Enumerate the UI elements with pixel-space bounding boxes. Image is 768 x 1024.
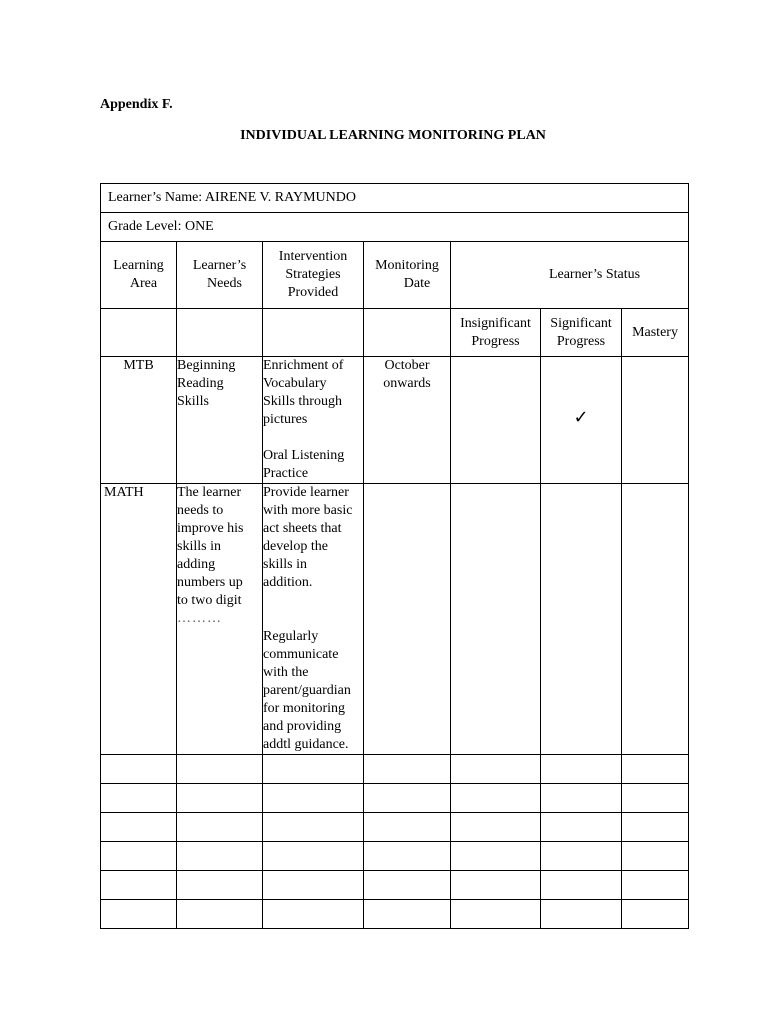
empty-cell (622, 900, 689, 929)
empty-cell (622, 784, 689, 813)
empty-cell (177, 900, 263, 929)
appendix-label: Appendix F. (100, 97, 173, 112)
empty-cell (622, 813, 689, 842)
header-intervention: Intervention Strategies Provided (263, 242, 364, 309)
learning-area-cell: MTB (101, 357, 177, 484)
empty-cell (177, 755, 263, 784)
header-learning-area: Learning Area (101, 242, 177, 309)
empty-cell (541, 900, 622, 929)
empty-cell (541, 842, 622, 871)
empty-cell (451, 813, 541, 842)
empty-cell (364, 784, 451, 813)
empty-cell (101, 309, 177, 357)
empty-cell (451, 842, 541, 871)
blank-table-row (101, 842, 689, 871)
page-title: INDIVIDUAL LEARNING MONITORING PLAN (240, 128, 546, 143)
learners-needs-cell: Beginning Reading Skills (177, 357, 263, 484)
empty-cell (263, 813, 364, 842)
header-row (101, 242, 689, 309)
empty-cell (101, 871, 177, 900)
empty-cell (263, 871, 364, 900)
empty-cell (364, 813, 451, 842)
empty-cell (541, 813, 622, 842)
empty-cell (622, 842, 689, 871)
header-learners-status: Learner’s Status (451, 242, 689, 309)
monitoring-date-cell: October onwards (364, 357, 451, 484)
mastery-cell (622, 357, 689, 484)
checkmark-icon: ✓ (573, 407, 589, 428)
empty-cell (177, 784, 263, 813)
header-insignificant-progress: Insignificant Progress (451, 309, 541, 357)
empty-cell (177, 309, 263, 357)
learner-name-cell: Learner’s Name: AIRENE V. RAYMUNDO (101, 184, 689, 213)
learning-area-cell: MATH (101, 484, 177, 755)
header-monitoring-date: Monitoring Date (364, 242, 451, 309)
table-row (101, 357, 689, 484)
empty-cell (101, 784, 177, 813)
empty-cell (622, 871, 689, 900)
empty-cell (622, 755, 689, 784)
empty-cell (451, 900, 541, 929)
empty-cell (364, 871, 451, 900)
insignificant-progress-cell (451, 357, 541, 484)
header-significant-progress: Significant Progress (541, 309, 622, 357)
empty-cell (451, 755, 541, 784)
empty-cell (101, 755, 177, 784)
intervention-cell: Enrichment of Vocabulary Skills through pictures Oral Listening Practice (263, 357, 364, 484)
ellipsis-dots: ……… (177, 611, 222, 626)
mastery-cell (622, 484, 689, 755)
intervention-cell: Provide learner with more basic act sheets that develop the skills in addition. Regularly communicate with the parent/guardian for monitoring and providing addtl guidance. (263, 484, 364, 755)
empty-cell (541, 784, 622, 813)
header-learners-needs: Learner’s Needs (177, 242, 263, 309)
empty-cell (364, 755, 451, 784)
significant-progress-cell (541, 357, 622, 484)
insignificant-progress-cell (451, 484, 541, 755)
blank-table-row (101, 871, 689, 900)
empty-cell (101, 842, 177, 871)
table-row (101, 484, 689, 755)
empty-cell (364, 842, 451, 871)
empty-cell (451, 871, 541, 900)
blank-table-row (101, 784, 689, 813)
empty-cell (364, 309, 451, 357)
empty-cell (177, 871, 263, 900)
empty-cell (263, 784, 364, 813)
empty-cell (541, 871, 622, 900)
empty-cell (177, 842, 263, 871)
empty-cell (364, 900, 451, 929)
blank-table-row (101, 813, 689, 842)
blank-table-row (101, 900, 689, 929)
grade-level-cell: Grade Level: ONE (101, 213, 689, 242)
blank-table-row (101, 755, 689, 784)
empty-cell (451, 784, 541, 813)
empty-cell (101, 900, 177, 929)
significant-progress-cell (541, 484, 622, 755)
learners-needs-cell: The learner needs to improve his skills in adding numbers up to two digit ……… (177, 484, 263, 755)
empty-cell (177, 813, 263, 842)
empty-cell (263, 755, 364, 784)
monitoring-date-cell (364, 484, 451, 755)
empty-cell (263, 842, 364, 871)
blank-rows (101, 755, 689, 929)
empty-cell (263, 900, 364, 929)
empty-cell (541, 755, 622, 784)
monitoring-plan-table (100, 183, 689, 929)
header-mastery: Mastery (622, 309, 689, 357)
empty-cell (101, 813, 177, 842)
empty-cell (263, 309, 364, 357)
subheader-row (101, 309, 689, 357)
